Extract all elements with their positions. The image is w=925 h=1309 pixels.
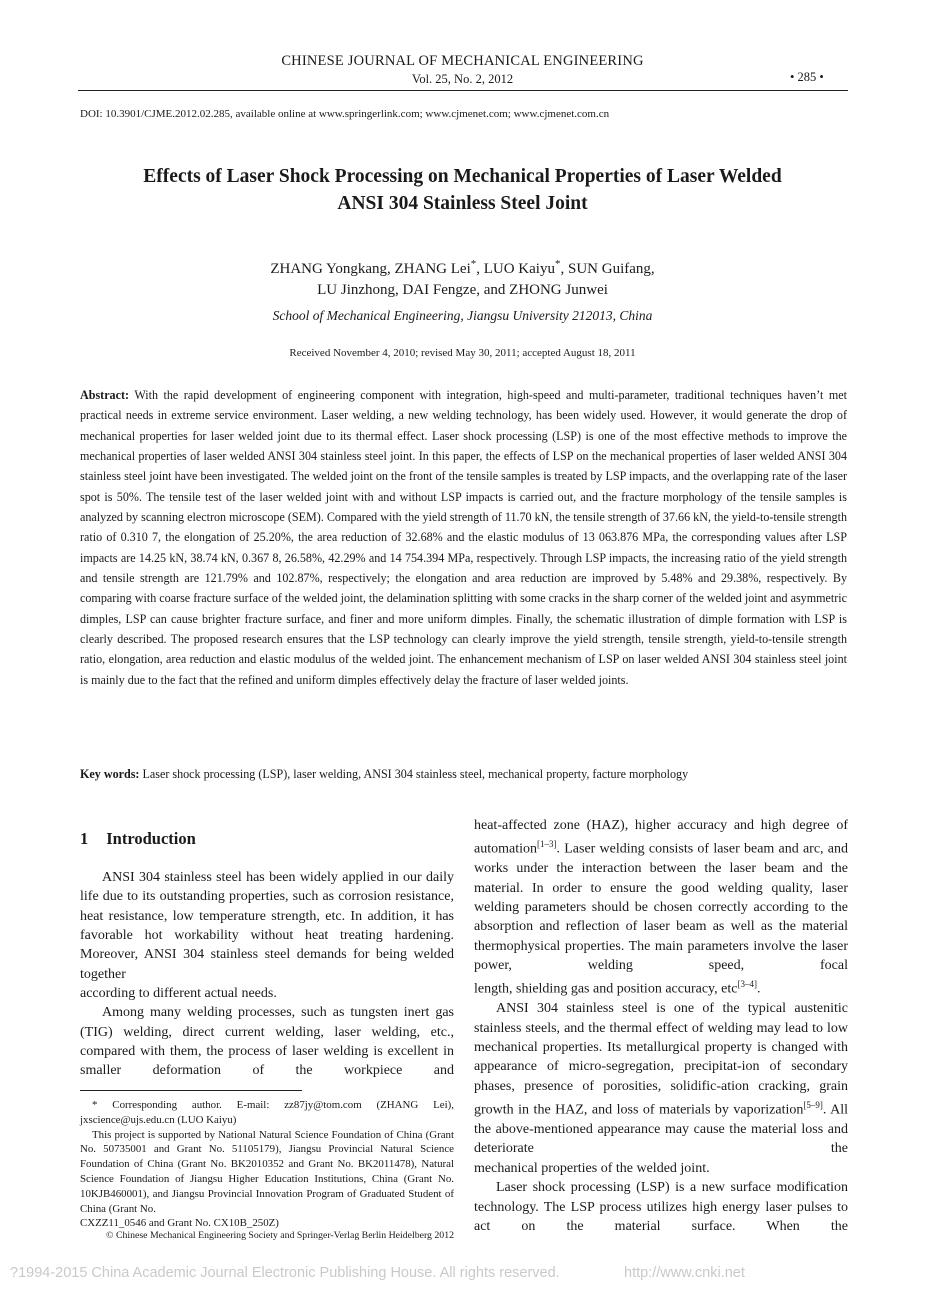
citation: [5–9] <box>803 1100 823 1111</box>
journal-name: CHINESE JOURNAL OF MECHANICAL ENGINEERING <box>281 53 644 69</box>
text-run: . All the above-mentioned appearance may cause the material loss and deteriorate the <box>474 1102 848 1157</box>
author-line-1 <box>60 254 865 280</box>
title-line-2: ANSI 304 Stainless Steel Joint <box>337 193 588 214</box>
affiliation: School of Mechanical Engineering, Jiangsu University 212013, China <box>272 308 653 323</box>
text-run: heat-affected zone (HAZ), higher accuracy and high degree of automation <box>474 818 848 857</box>
left-column <box>80 868 454 1081</box>
corresponding-footnote: * Corresponding author. E-mail: zz87jy@tom.com (ZHANG Lei), jxscience@ujs.edu.cn (LUO Kaiyu) <box>80 1099 454 1126</box>
paper-title <box>60 163 865 217</box>
text-run: . <box>756 982 761 998</box>
abstract <box>80 385 847 690</box>
right-paragraph-2 <box>474 999 848 1158</box>
footnote-rule <box>80 1090 302 1091</box>
right-paragraph-3: Laser shock processing (LSP) is a new surface modification technology. The LSP process utilizes high energy laser pulses to act on the material surface. When the <box>474 1180 848 1234</box>
funding-footnote: This project is supported by National Natural Science Foundation of China (Grant No. 50735001 and Grant No. 51105179), Jiangsu Provincial Natural Science Foundation of China (Grant No. BK2010352 and Grant No. BK2011478), Natural Science Foundation of Jiangsu Higher Education Institutions, China (Grant No. 10KJB460001), and Jiangsu Provincial Innovation Program of Graduated Student of China (Grant No. <box>80 1128 454 1215</box>
section-title: Introduction <box>106 829 196 848</box>
header-rule <box>78 90 848 91</box>
right-paragraph-1-end <box>474 975 848 999</box>
intro-paragraph-1: ANSI 304 stainless steel has been widely applied in our daily life due to its outstanding properties, such as corrosion resistance, heat resistance, low temperature strength, etc. In addition, it has favorable hot workability without heat treating hardening. Moreover, ANSI 304 stainless steel demands for being welded together <box>80 870 454 982</box>
section-number: 1 <box>80 829 89 848</box>
authors-part-3: , SUN Guifang, <box>560 261 655 277</box>
right-paragraph-2-end: mechanical properties of the welded joint. <box>474 1160 710 1176</box>
volume-issue: Vol. 25, No. 2, 2012 <box>411 72 514 86</box>
right-paragraph-1 <box>474 816 848 975</box>
intro-paragraph-1-end: according to different actual needs. <box>80 986 277 1002</box>
doi-line: DOI: 10.3901/CJME.2012.02.285, available online at www.springerlink.com; www.cjmenet.com; www.cjmenet.com.cn <box>80 108 610 120</box>
authors-part-2: , LUO Kaiyu <box>476 261 555 277</box>
copyright-notice: © Chinese Mechanical Engineering Society and Springer-Verlag Berlin Heidelberg 2012 <box>106 1230 454 1241</box>
intro-paragraph-2: Among many welding processes, such as tungsten inert gas (TIG) welding, direct current welding, laser welding, etc., compared with them, the process of laser welding is excellent in smaller deformation of the workpiece and <box>80 1005 454 1079</box>
corresponding-mark: * <box>470 258 477 270</box>
author-list <box>60 254 865 301</box>
keywords <box>80 766 847 782</box>
received-dates: Received November 4, 2010; revised May 30, 2011; accepted August 18, 2011 <box>289 347 636 359</box>
citation: [1–3] <box>537 839 557 850</box>
text-run: . Laser welding consists of laser beam and arc, and works under the interaction between the laser beam and the material. In order to ensure the good welding quality, laser welding parameters should be chosen correctly according to the absorption and reflection of laser beam as well as the material thermophysical properties. The main parameters involve the laser power, welding speed, focal <box>474 842 848 974</box>
title-line-1: Effects of Laser Shock Processing on Mechanical Properties of Laser Welded <box>143 166 782 187</box>
section-heading <box>80 829 196 849</box>
page-number: • 285 • <box>790 70 824 84</box>
abstract-text: With the rapid development of engineering component with integration, high-speed and multi-parameter, traditional techniques haven’t met practical needs in extreme service environment. Laser welding, a new welding technology, has been widely used. However, it would generate the drop of mechanical properties for laser welded joint due to its thermal effect. Laser shock processing (LSP) is one of the most effective methods to improve the mechanical properties of laser welded ANSI 304 stainless steel joint. In this paper, the effects of LSP on the mechanical properties of laser welded ANSI 304 stainless steel joint have been investigated. The welded joint on the front of the tensile samples is treated by LSP impacts, and the overlapping rate of the laser spot is 50%. The tensile test of the laser welded joint with and without LSP impacts is carried out, and the fracture morphology of the tensile samples is analyzed by scanning electron microscope (SEM). Compared with the yield strength of 11.70 kN, the tensile strength of 37.66 kN, the yield-to-tensile strength ratio of 0.310 7, the elongation of 25.20%, the area reduction of 32.68% and the elastic modulus of 13 063.876 MPa, the corresponding values after LSP impacts are 14.25 kN, 38.74 kN, 0.367 8, 26.58%, 42.29% and 14 754.394 MPa, respectively. Through LSP impacts, the increasing ratio of the yield strength and tensile strength are 121.79% and 102.87%, respectively; the elongation and area reduction are improved by 5.48% and 29.38%, respectively. By comparing with coarse fracture surface of the welded joint, the delamination splitting with some cracks in the sharp corner of the welded joint and asymmetric dimples, LSP can cause brighter fracture surface, and finer and more uniform dimples. Finally, the schematic illustration of dimple formation with LSP is clearly described. The proposed research ensures that the LSP technology can clearly improve the yield strength, tensile strength, yield-to-tensile strength ratio, elongation, area reduction and elastic modulus of the welded joint. The enhancement mechanism of LSP on laser welded ANSI 304 stainless steel joint is mainly due to the fact that the refined and uniform dimples effectively delay the fracture of laser welded joints. <box>80 388 848 687</box>
text-run: ANSI 304 stainless steel is one of the typical austenitic stainless steels, and the thermal effect of welding may lead to low mechanical properties. Its metallurgical property is changed with appearance of micro-segregation, precipitat-ion of secondary phases, presence of porosities, solidific-ation cracking, grain growth in the HAZ, and loss of materials by vaporization <box>474 1001 848 1118</box>
text-run: length, shielding gas and position accuracy, etc <box>474 982 738 998</box>
watermark-url: http://www.cnki.net <box>624 1265 745 1281</box>
keywords-label: Key words: <box>80 767 140 781</box>
watermark-copyright: ?1994-2015 China Academic Journal Electronic Publishing House. All rights reserved. <box>10 1265 560 1281</box>
funding-footnote-end: CXZZ11_0546 and Grant No. CX10B_250Z) <box>80 1217 279 1230</box>
corresponding-mark: * <box>554 258 561 270</box>
authors-part-1: ZHANG Yongkang, ZHANG Lei <box>270 261 471 277</box>
citation: [3–4] <box>737 979 757 990</box>
author-line-2: LU Jinzhong, DAI Fengze, and ZHONG Junwei <box>317 282 608 298</box>
keywords-text: Laser shock processing (LSP), laser welding, ANSI 304 stainless steel, mechanical property, facture morphology <box>142 767 689 781</box>
right-column <box>474 816 848 1236</box>
abstract-label: Abstract: <box>80 388 130 402</box>
footnotes <box>80 1098 454 1231</box>
